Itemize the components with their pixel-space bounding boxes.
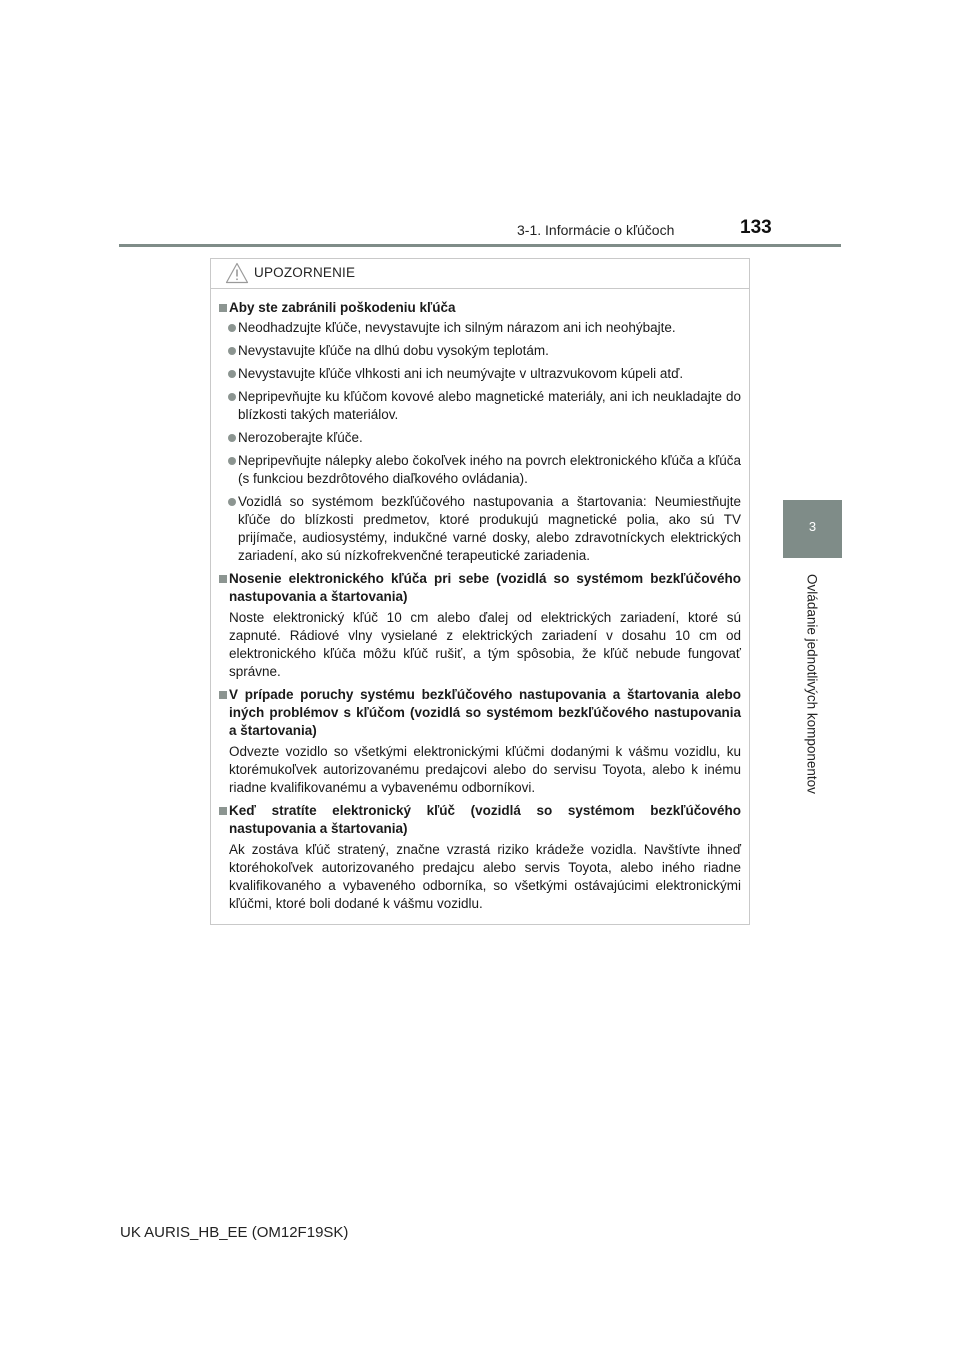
square-bullet-icon xyxy=(219,575,227,583)
section-heading-text: Aby ste zabránili poškodeniu kľúča xyxy=(229,300,456,315)
footer-model-code: UK AURIS_HB_EE (OM12F19SK) xyxy=(120,1224,349,1241)
section-heading xyxy=(219,570,741,606)
square-bullet-icon xyxy=(219,304,227,312)
square-bullet-icon xyxy=(219,691,227,699)
chapter-tab xyxy=(783,500,842,558)
list-item xyxy=(219,452,741,488)
list-item xyxy=(219,319,741,337)
round-bullet-icon xyxy=(228,457,236,465)
list-item-text: Vozidlá so systémom bezkľúčového nastupovania a štartovania: Neumiestňujte kľúče do blízkosti predmetov, ktoré produkujú magnetické polia, ako sú TV prijímače, audiosystémy, indukčné varné dosky, alebo zdravotníckych elektrických zariadení, ako sú nízkofrekvenčné terapeutické zariadenia. xyxy=(238,494,741,563)
section-heading xyxy=(219,299,741,317)
round-bullet-icon xyxy=(228,347,236,355)
section-paragraph: Ak zostáva kľúč stratený, značne vzrastá riziko krádeže vozidla. Navštívte ihneď ktoréhokoľvek autorizovaného predajcu alebo servis Toyota, alebo iného riadne kvalifikovaného a vybaveného odborníka, so všetkými ostávajúcimi elektronickými kľúčmi, ktoré boli dodané k vášmu vozidlu. xyxy=(229,842,741,911)
round-bullet-icon xyxy=(228,370,236,378)
round-bullet-icon xyxy=(228,498,236,506)
round-bullet-icon xyxy=(228,393,236,401)
header-divider xyxy=(119,244,841,247)
warning-box xyxy=(210,258,750,925)
section-paragraph: Odvezte vozidlo so všetkými elektronickými kľúčmi dodanými k vášmu vozidlu, ku ktorémukoľvek autorizovanému predajcovi alebo do servisu Toyota, alebo k inému riadne kvalifikovanému a vybavenému odborníkovi. xyxy=(229,744,741,795)
section-heading-text: Keď stratíte elektronický kľúč (vozidlá so systémom bezkľúčového nastupovania a štartovania) xyxy=(229,803,741,836)
warning-body xyxy=(211,289,749,913)
section-heading xyxy=(219,686,741,740)
list-item-text: Nerozoberajte kľúče. xyxy=(238,430,363,445)
list-item-text: Nepripevňujte ku kľúčom kovové alebo magnetické materiály, ani ich neukladajte do blízkosti takých materiálov. xyxy=(238,389,741,422)
list-item xyxy=(219,429,741,447)
list-item xyxy=(219,342,741,360)
list-item-text: Nepripevňujte nálepky alebo čokoľvek iného na povrch elektronického kľúča a kľúča (s funkciou bezdrôtového diaľkového ovládania). xyxy=(238,453,741,486)
warning-title: UPOZORNENIE xyxy=(254,265,356,280)
chapter-label-text: Ovládanie jednotlivých komponentov xyxy=(804,574,820,794)
square-bullet-icon xyxy=(219,807,227,815)
round-bullet-icon xyxy=(228,324,236,332)
list-item-text: Nevystavujte kľúče vlhkosti ani ich neumývajte v ultrazvukovom kúpeli atď. xyxy=(238,366,684,381)
section-paragraph: Noste elektronický kľúč 10 cm alebo ďalej od elektrických zariadení, ktoré sú zapnuté. Rádiové vlny vysielané z elektrických zariadení v dosahu 10 cm od elektronického kľúča môžu kľúč rušiť, a tým spôsobia, že kľúč nebude fungovať správne. xyxy=(229,610,741,679)
header-section-title: 3-1. Informácie o kľúčoch xyxy=(517,222,675,238)
page-number: 133 xyxy=(740,217,772,238)
warning-box-header xyxy=(211,259,749,289)
list-item xyxy=(219,388,741,424)
list-item-text: Neodhadzujte kľúče, nevystavujte ich silným nárazom ani ich neohýbajte. xyxy=(238,320,676,335)
list-item xyxy=(219,493,741,565)
list-item xyxy=(219,365,741,383)
chapter-number: 3 xyxy=(808,519,817,534)
list-item-text: Nevystavujte kľúče na dlhú dobu vysokým teplotám. xyxy=(238,343,549,358)
section-heading-text: Nosenie elektronického kľúča pri sebe (vozidlá so systémom bezkľúčového nastupovania a štartovania) xyxy=(229,571,741,604)
section-heading-text: V prípade poruchy systému bezkľúčového nastupovania a štartovania alebo iných problémov s kľúčom (vozidlá so systémom bezkľúčového nastupovania a štartovania) xyxy=(229,687,741,738)
warning-triangle-icon xyxy=(225,262,249,284)
round-bullet-icon xyxy=(228,434,236,442)
section-heading xyxy=(219,802,741,838)
